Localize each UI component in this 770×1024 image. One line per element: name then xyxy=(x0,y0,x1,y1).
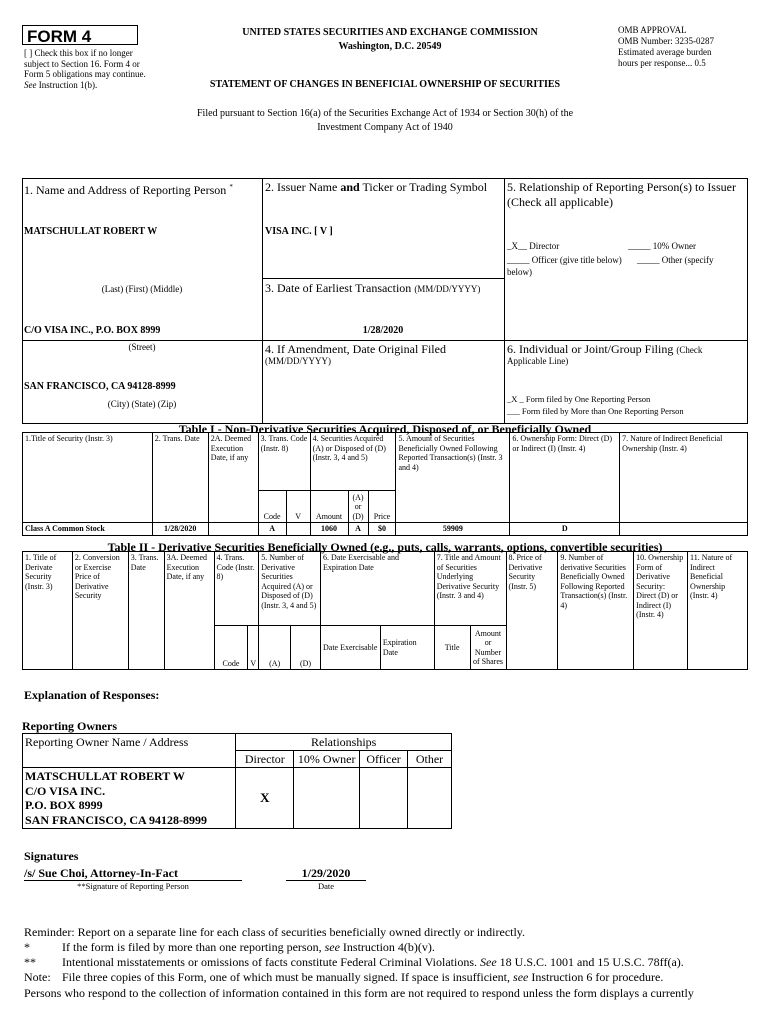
owners-col-relationships: Relationships xyxy=(236,734,452,751)
street-caption: (Street) xyxy=(128,342,156,352)
owner-address xyxy=(23,768,236,829)
filing-option-more: ___ Form filed by More than One Reporting Person xyxy=(507,406,684,416)
table1-title: Table I - Non-Derivative Securities Acquired, Disposed of, or Beneficially Owned xyxy=(178,422,592,436)
t1-cell-v xyxy=(286,523,310,536)
t1-header-securities: 4. Securities Acquired (A) or Disposed of (D) (Instr. 3, 4 and 5) xyxy=(310,433,396,491)
box5-label: 5. Relationship of Reporting Person(s) to Issuer xyxy=(507,180,736,194)
t2-sub-amount: Amount or Number of Shares xyxy=(470,626,506,670)
note-1-see: see xyxy=(324,940,340,954)
signature-date-caption: Date xyxy=(317,881,335,891)
owners-col-other: Other xyxy=(408,751,452,768)
t2-header-number-owned: 9. Number of derivative Securities Beneficially Owned Following Reported Transaction(s) (Instr. 4) xyxy=(558,552,634,670)
owner-line-3: P.O. BOX 8999 xyxy=(25,798,103,812)
box2-label xyxy=(265,180,503,194)
reporting-person-city: SAN FRANCISCO, CA 94128-8999 xyxy=(24,381,176,392)
box4-label-small: (MM/DD/YYYY) xyxy=(265,356,331,366)
checkbox-note-text: [ ] Check this box if no longer subject to Section 16. Form 4 or Form 5 obligations may continue. xyxy=(24,48,146,79)
signatures-heading: Signatures xyxy=(24,849,79,863)
agency-name: UNITED STATES SECURITIES AND EXCHANGE COMMISSION xyxy=(242,27,538,38)
box6-sub: Applicable Line) xyxy=(507,356,569,366)
note-3-mark: Note: xyxy=(24,970,51,984)
note-1-text-a: If the form is filed by more than one reporting person, xyxy=(62,940,322,954)
box6-label-small: (Check xyxy=(676,345,703,355)
t1-cell-amount: 1060 xyxy=(310,523,348,536)
filed-pursuant-line-2: Investment Company Act of 1940 xyxy=(317,122,453,133)
t2-header-number-derivative: 5. Number of Derivative Securities Acquired (A) or Disposed of (D) (Instr. 3, 4 and 5) xyxy=(259,552,321,626)
note-3 xyxy=(62,970,766,984)
note-3-text-b: Instruction 6 for procedure. xyxy=(531,970,664,984)
box4-label: 4. If Amendment, Date Original Filed xyxy=(265,342,446,356)
reporting-owners-heading: Reporting Owners xyxy=(22,719,117,733)
t1-cell-nature xyxy=(620,523,748,536)
box1-label xyxy=(24,180,260,197)
table2-title: Table II - Derivative Securities Beneficially Owned (e.g., puts, calls, warrants, options, convertible securities) xyxy=(107,540,663,554)
signer-name: /s/ Sue Choi, Attorney-In-Fact xyxy=(24,866,242,881)
t2-header-exercisable: 6. Date Exercisable and Expiration Date xyxy=(320,552,434,626)
checkbox-note xyxy=(24,48,152,90)
t2-header-nature: 11. Nature of Indirect Beneficial Ownership (Instr. 4) xyxy=(688,552,748,670)
box2-label-and: and xyxy=(340,180,360,194)
t1-cell-a-or-d: A xyxy=(348,523,368,536)
statement-title: STATEMENT OF CHANGES IN BENEFICIAL OWNERSHIP OF SECURITIES xyxy=(209,79,561,90)
owners-col-ten-pct: 10% Owner xyxy=(294,751,360,768)
explanation-heading: Explanation of Responses: xyxy=(24,688,160,702)
t1-header-ownership-form: 6. Ownership Form: Direct (D) or Indirect (I) (Instr. 4) xyxy=(510,433,620,523)
box3-label-small: (MM/DD/YYYY) xyxy=(414,284,481,294)
omb-line-4: hours per response... 0.5 xyxy=(618,58,706,68)
t1-header-trans-date: 2. Trans. Date xyxy=(152,433,208,523)
relationship-officer: _____ Officer (give title below) xyxy=(507,255,622,265)
earliest-transaction-date: 1/28/2020 xyxy=(362,325,404,336)
t1-sub-price: Price xyxy=(368,491,396,523)
owner-line-1: MATSCHULLAT ROBERT W xyxy=(25,769,185,783)
agency-location: Washington, D.C. 20549 xyxy=(338,41,442,52)
owner-ten-pct-mark xyxy=(294,768,360,829)
table2 xyxy=(22,551,748,670)
city-caption: (City) (State) (Zip) xyxy=(107,399,177,409)
owner-line-2: C/O VISA INC. xyxy=(25,783,106,798)
table-row xyxy=(23,768,452,829)
note-2-see: See xyxy=(480,955,497,969)
issuer-name: VISA INC. [ V ] xyxy=(265,226,333,237)
owner-director-mark: X xyxy=(236,768,294,829)
box6-label-text: 6. Individual or Joint/Group Filing xyxy=(507,342,674,356)
t2-header-ownership-form: 10. Ownership Form of Derivative Security: Direct (D) or Indirect (I) (Instr. 4) xyxy=(634,552,688,670)
filing-option-one: _X _ Form filed by One Reporting Person xyxy=(507,394,651,404)
reminder-note: Reminder: Report on a separate line for each class of securities beneficially owned directly or indirectly. xyxy=(24,925,526,939)
owner-other-mark xyxy=(408,768,452,829)
omb-line-3: Estimated average burden xyxy=(618,47,712,57)
t1-cell-code: A xyxy=(258,523,286,536)
owners-col-director: Director xyxy=(236,751,294,768)
t1-header-nature: 7. Nature of Indirect Beneficial Ownership (Instr. 4) xyxy=(620,433,748,523)
signer-caption: **Signature of Reporting Person xyxy=(77,881,189,891)
t1-header-amount-owned: 5. Amount of Securities Beneficially Owned Following Reported Transaction(s) (Instr. 3 and 4) xyxy=(396,433,510,523)
reporting-person-street: C/O VISA INC., P.O. BOX 8999 xyxy=(24,325,161,336)
owner-officer-mark xyxy=(360,768,408,829)
owner-line-4: SAN FRANCISCO, CA 94128-8999 xyxy=(25,812,208,827)
divider xyxy=(22,340,748,341)
t1-cell-price: $0 xyxy=(368,523,396,536)
divider xyxy=(262,178,263,424)
box2-label-b: Ticker or Trading Symbol xyxy=(362,180,488,194)
checkbox-note-see: See xyxy=(24,79,37,90)
omb-approval xyxy=(618,25,758,69)
box1-marker: * xyxy=(229,183,233,191)
signature-date: 1/29/2020 xyxy=(286,866,366,881)
note-2 xyxy=(62,955,762,969)
t2-header-deemed-date: 3A. Deemed Execution Date, if any xyxy=(164,552,214,670)
box3-label-text: 3. Date of Earliest Transaction xyxy=(265,281,412,295)
t2-header-trans-code: 4. Trans. Code (Instr. 8) xyxy=(214,552,259,626)
t2-sub-exercisable: Date Exercisable xyxy=(320,626,380,670)
owners-col-officer: Officer xyxy=(360,751,408,768)
relationship-ten-pct-owner: _____ 10% Owner xyxy=(628,241,696,251)
name-caption: (Last) (First) (Middle) xyxy=(101,284,183,294)
box5-sub: (Check all applicable) xyxy=(507,195,613,209)
note-2-text-b: 18 U.S.C. 1001 and 15 U.S.C. 78ff(a). xyxy=(499,955,684,969)
box3-label xyxy=(265,281,503,296)
note-2-mark: ** xyxy=(24,955,36,969)
omb-line-2: OMB Number: 3235-0287 xyxy=(618,36,714,46)
note-2-text-a: Intentional misstatements or omissions of facts constitute Federal Criminal Violations. xyxy=(62,955,477,969)
checkbox-note-instruction: Instruction 1(b). xyxy=(38,79,98,90)
note-1-text-b: Instruction 4(b)(v). xyxy=(342,940,435,954)
relationship-other: _____ Other (specify xyxy=(637,255,714,265)
t1-cell-amount-owned: 59909 xyxy=(396,523,510,536)
t1-header-title: 1.Title of Security (Instr. 3) xyxy=(23,433,153,523)
t2-sub-code: Code xyxy=(214,626,248,670)
t1-cell-date: 1/28/2020 xyxy=(152,523,208,536)
t2-sub-expiration: Expiration Date xyxy=(380,626,434,670)
relationship-below: below) xyxy=(507,267,532,277)
t1-header-trans-code: 3. Trans. Code (Instr. 8) xyxy=(258,433,310,491)
t2-sub-title: Title xyxy=(434,626,470,670)
persons-note: Persons who respond to the collection of information contained in this form are not required to respond unless the form displays a currently xyxy=(24,986,694,1000)
divider xyxy=(262,278,504,279)
note-1 xyxy=(62,940,762,954)
table1 xyxy=(22,432,748,536)
t1-cell-title: Class A Common Stock xyxy=(23,523,153,536)
t1-sub-a-or-d: (A) or (D) xyxy=(348,491,368,523)
reporting-person-name: MATSCHULLAT ROBERT W xyxy=(24,226,158,237)
t2-header-conversion: 2. Conversion or Exercise Price of Derivative Security xyxy=(72,552,128,670)
note-3-text-a: File three copies of this Form, one of which must be manually signed. If space is insufficient, xyxy=(62,970,511,984)
filed-pursuant-line-1: Filed pursuant to Section 16(a) of the Securities Exchange Act of 1934 or Section 30(h) of the xyxy=(196,108,574,119)
t1-cell-ownership-form: D xyxy=(510,523,620,536)
t2-sub-d: (D) xyxy=(291,626,321,670)
t1-sub-amount: Amount xyxy=(310,491,348,523)
note-1-mark: * xyxy=(24,940,30,954)
omb-line-1: OMB APPROVAL xyxy=(618,25,687,35)
t2-header-title: 1. Title of Derivate Security (Instr. 3) xyxy=(23,552,73,670)
note-3-see: see xyxy=(513,970,529,984)
t2-header-title-amount: 7. Title and Amount of Securities Underlying Derivative Security (Instr. 3 and 4) xyxy=(434,552,506,626)
divider xyxy=(504,178,505,424)
t1-cell-deemed xyxy=(208,523,258,536)
box1-label-text: 1. Name and Address of Reporting Person xyxy=(24,183,227,197)
t1-sub-code: Code xyxy=(258,491,286,523)
form-title: FORM 4 xyxy=(22,25,138,45)
t1-header-deemed-date: 2A. Deemed Execution Date, if any xyxy=(208,433,258,523)
owners-col-name: Reporting Owner Name / Address xyxy=(23,734,236,768)
reporting-owners-table xyxy=(22,733,452,829)
t2-header-trans-date: 3. Trans. Date xyxy=(128,552,164,670)
t1-sub-v: V xyxy=(286,491,310,523)
t2-sub-v: V xyxy=(248,626,259,670)
box2-label-a: 2. Issuer Name xyxy=(265,180,338,194)
box6-label xyxy=(507,342,747,357)
relationship-director: _X__ Director xyxy=(507,241,560,251)
t2-sub-a: (A) xyxy=(259,626,291,670)
t2-header-price: 8. Price of Derivative Security (Instr. 5) xyxy=(506,552,558,670)
table-row xyxy=(23,523,748,536)
